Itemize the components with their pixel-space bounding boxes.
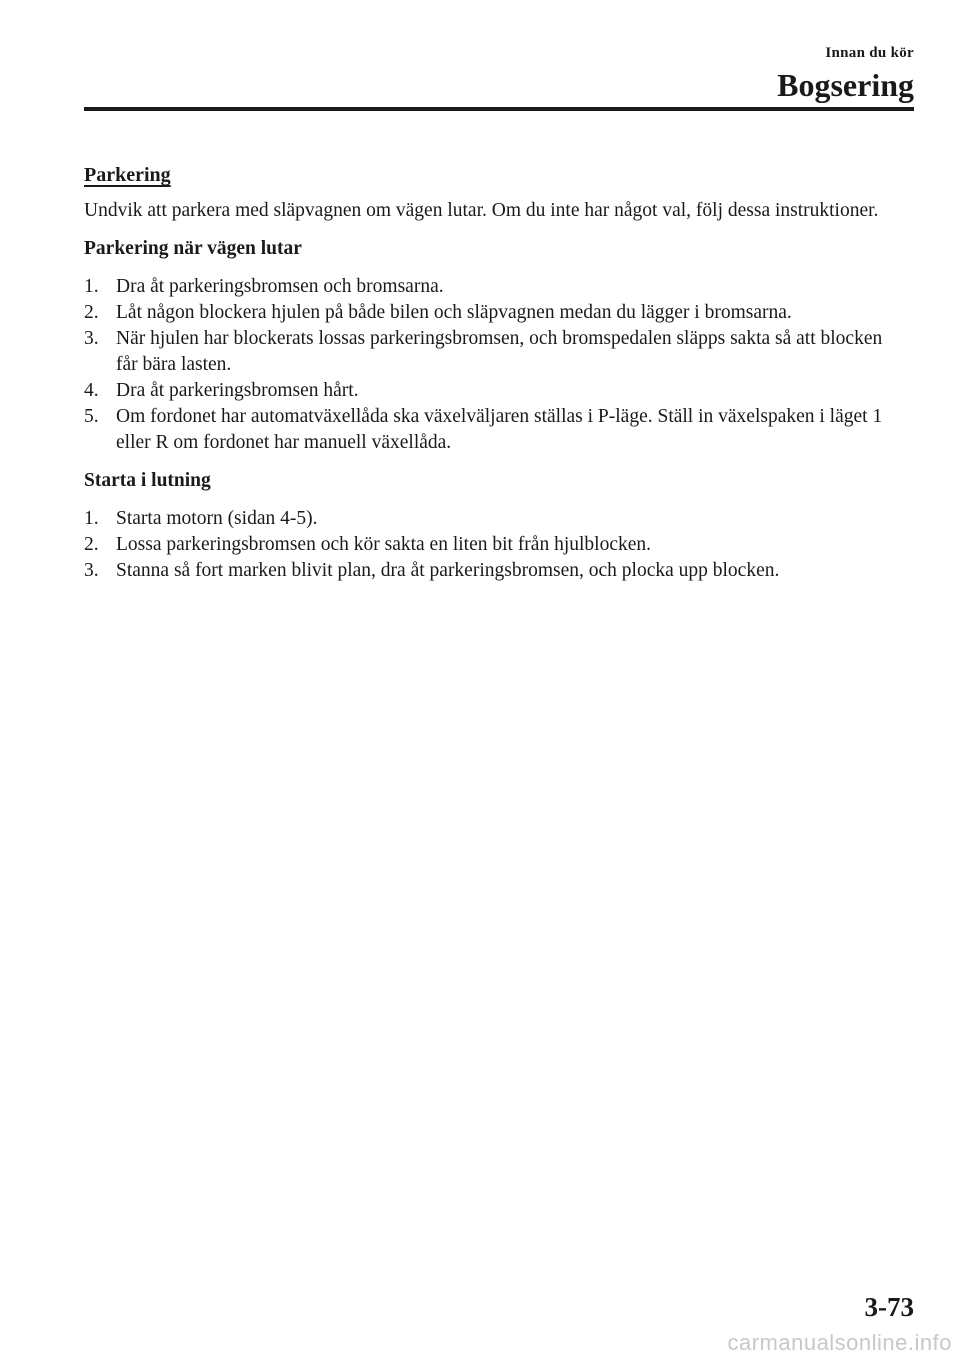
step-number: 2. [84, 302, 99, 323]
chapter-title: Innan du kör [825, 45, 914, 61]
list-item [84, 506, 896, 532]
watermark: carmanualsonline.info [727, 1330, 952, 1355]
step-number: 1. [84, 508, 99, 529]
step-number: 3. [84, 560, 99, 581]
step-text: Låt någon blockera hjulen på både bilen och släpvagnen medan du lägger i bromsarna. [116, 302, 792, 323]
parking-steps-list [84, 274, 896, 456]
list-item [84, 378, 896, 404]
step-number: 1. [84, 276, 99, 297]
step-text: Dra åt parkeringsbromsen och bromsarna. [116, 276, 444, 297]
step-number: 4. [84, 380, 99, 401]
subheading-start-slope: Starta i lutning [84, 470, 211, 491]
page-number: 3-73 [864, 1292, 914, 1322]
subheading-parking-slope: Parkering när vägen lutar [84, 238, 302, 259]
step-text: När hjulen har blockerats lossas parkeringsbromsen, och bromspedalen släpps sakta så att blocken får bära lasten. [116, 328, 883, 375]
start-steps-list [84, 506, 896, 584]
header-rule [84, 107, 914, 111]
step-number: 3. [84, 328, 99, 349]
step-text: Om fordonet har automatväxellåda ska växelväljaren ställas i P-läge. Ställ in växelspaken i läget 1 eller R om fordonet har manuell växellåda. [116, 406, 883, 453]
main-content [84, 162, 896, 596]
section-heading: Parkering [84, 164, 171, 186]
list-item [84, 274, 896, 300]
page-header [777, 44, 914, 104]
intro-paragraph: Undvik att parkera med släpvagnen om vägen lutar. Om du inte har något val, följ dessa instruktioner. [84, 200, 879, 221]
list-item [84, 326, 896, 378]
step-number: 5. [84, 406, 99, 427]
step-text: Stanna så fort marken blivit plan, dra åt parkeringsbromsen, och plocka upp blocken. [116, 560, 780, 581]
list-item [84, 404, 896, 456]
list-item [84, 300, 896, 326]
list-item [84, 558, 896, 584]
step-text: Dra åt parkeringsbromsen hårt. [116, 380, 359, 401]
list-item [84, 532, 896, 558]
step-text: Starta motorn (sidan 4-5). [116, 508, 318, 529]
section-title: Bogsering [777, 67, 914, 103]
step-text: Lossa parkeringsbromsen och kör sakta en liten bit från hjulblocken. [116, 534, 652, 555]
step-number: 2. [84, 534, 99, 555]
